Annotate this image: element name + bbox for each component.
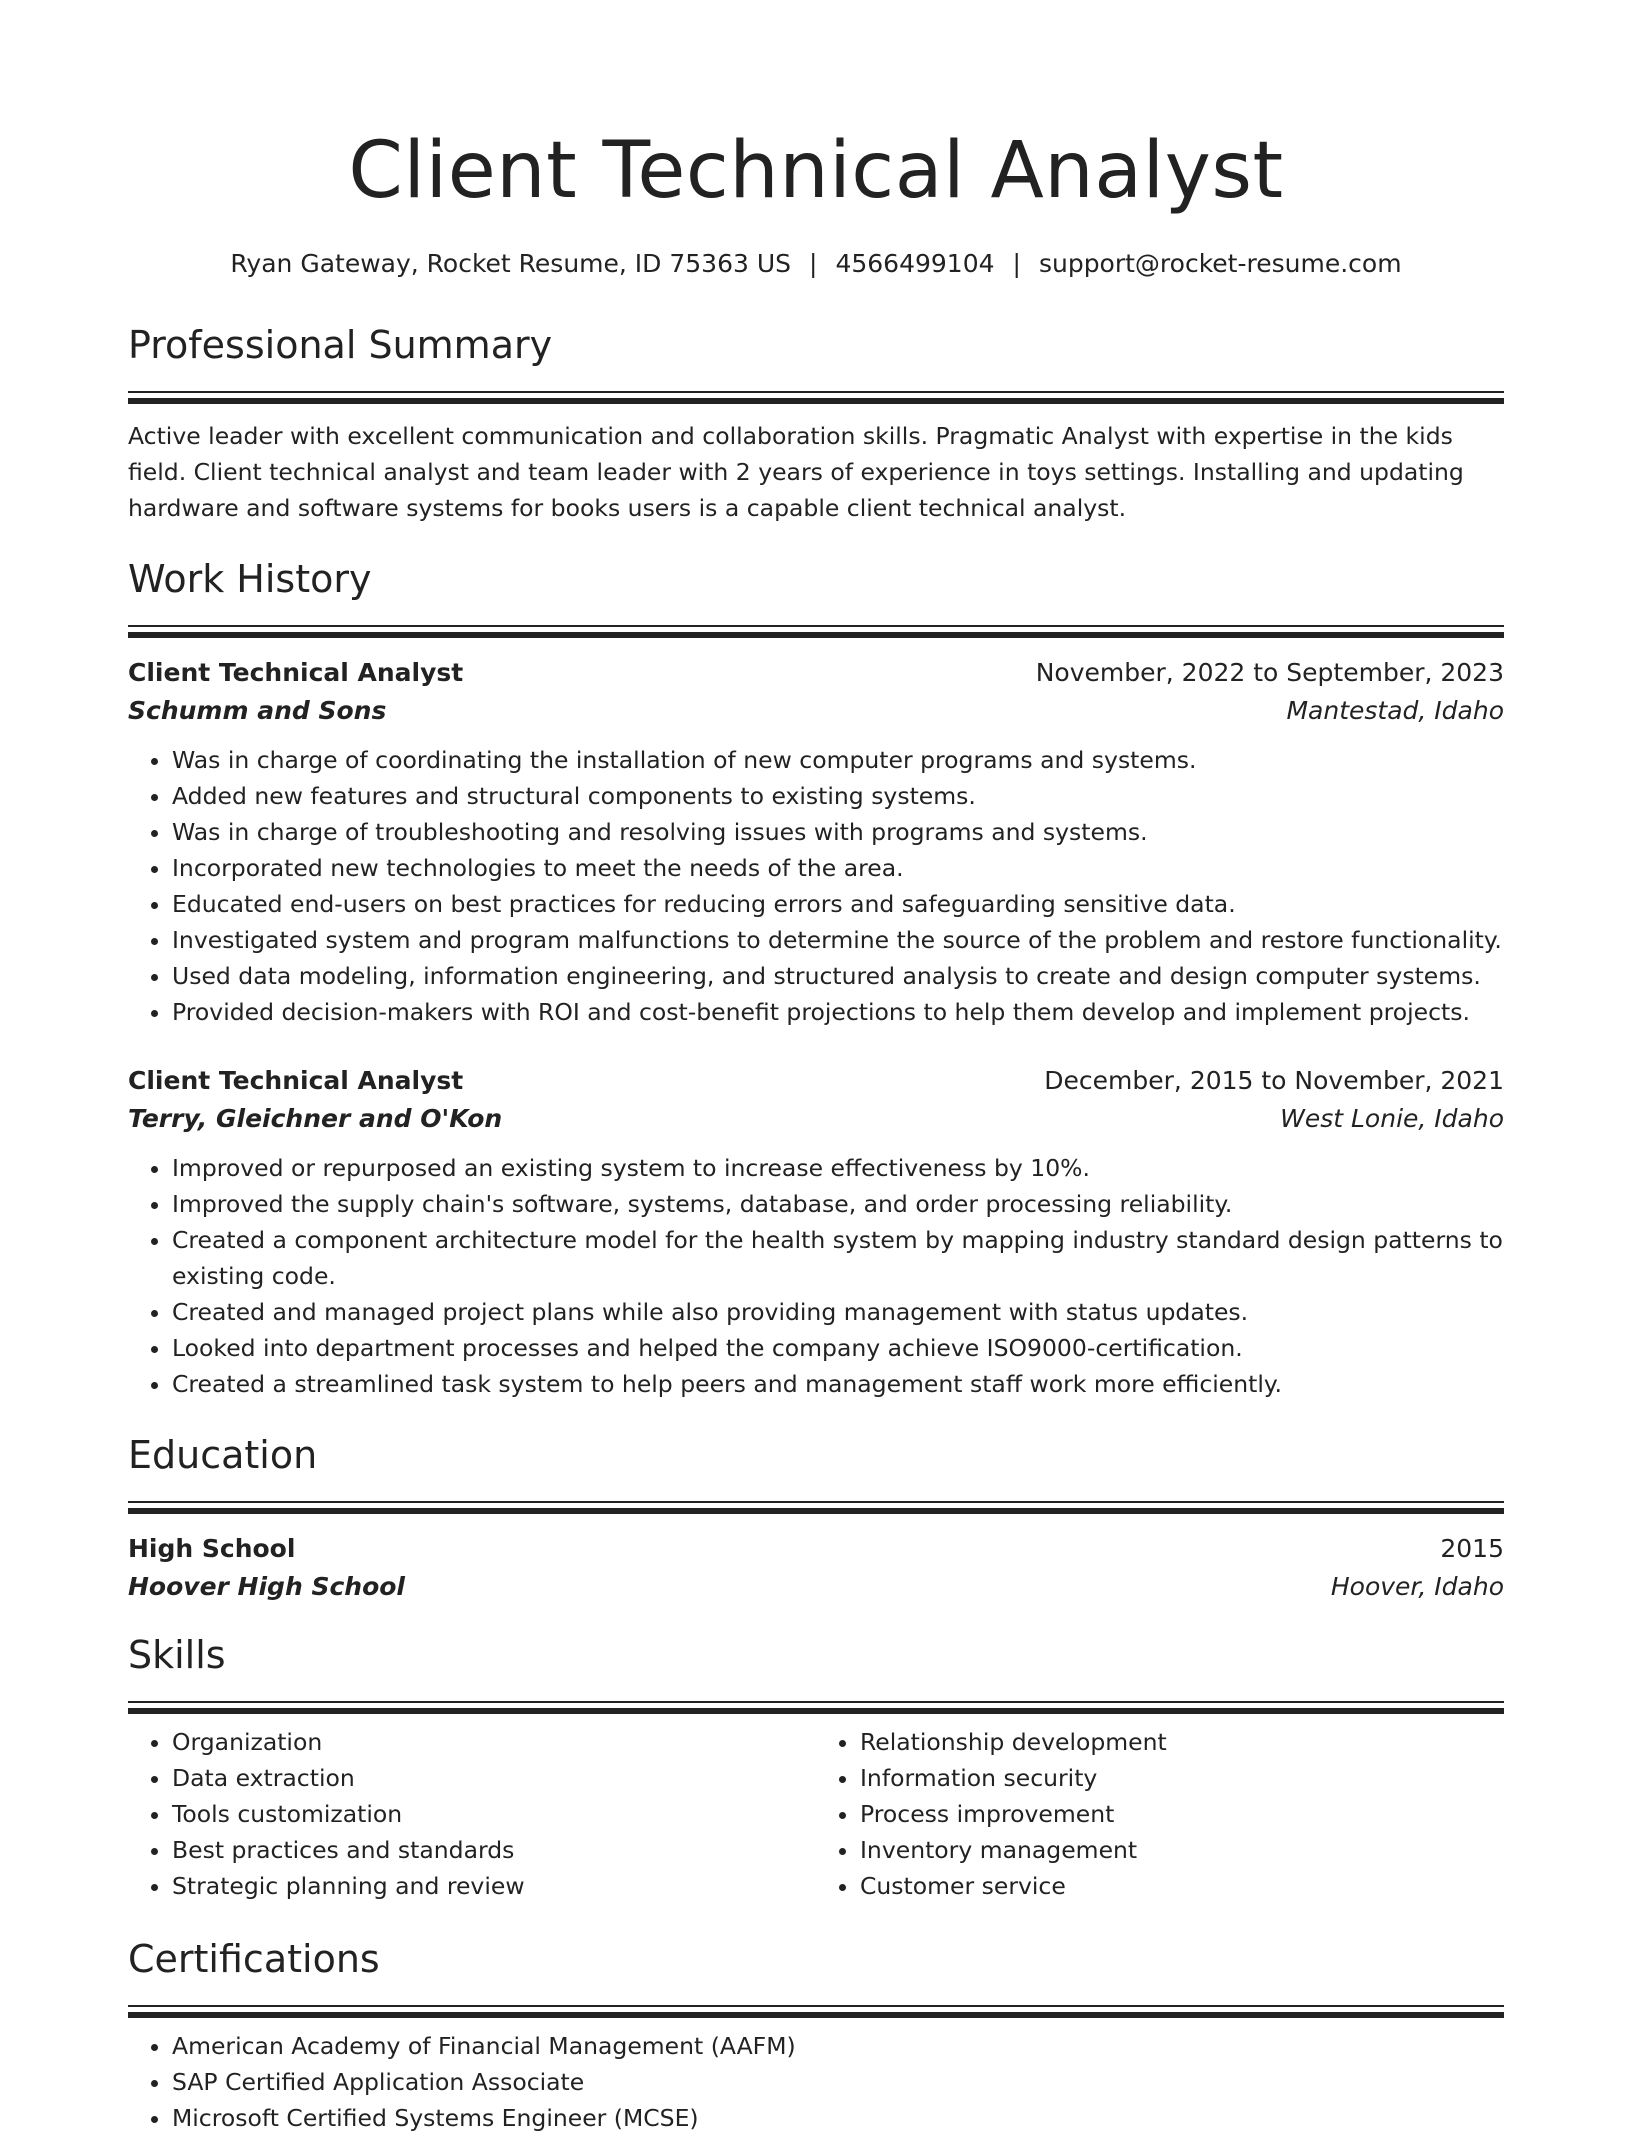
- skills-section: [128, 1630, 1504, 1904]
- skills-column-left: [128, 1724, 816, 1904]
- job-company: Terry, Gleichner and O'Kon: [128, 1104, 503, 1133]
- skills-list: [816, 1724, 1504, 1904]
- contact-address: Ryan Gateway, Rocket Resume, ID 75363 US: [230, 249, 792, 278]
- work-history-heading: Work History: [128, 557, 372, 601]
- skill-item: • Process improvement: [860, 1796, 1504, 1832]
- skill-item: • Strategic planning and review: [172, 1868, 816, 1904]
- education-header-row: [128, 1530, 1504, 1568]
- skill-item: • Organization: [172, 1724, 816, 1760]
- job-dates: December, 2015 to November, 2021: [1044, 1066, 1504, 1095]
- job-header-row: [128, 654, 1504, 692]
- certification-item: • Microsoft Certified Systems Engineer (MCSE): [172, 2100, 1504, 2136]
- contact-separator: |: [809, 249, 818, 278]
- job-bullet: • Created a streamlined task system to help peers and management staff work more efficiently.: [172, 1366, 1504, 1402]
- education-heading: Education: [128, 1433, 318, 1477]
- job-location: Mantestad, Idaho: [1286, 696, 1504, 725]
- skill-item: • Best practices and standards: [172, 1832, 816, 1868]
- job-dates: November, 2022 to September, 2023: [1035, 658, 1504, 687]
- job-title: Client Technical Analyst: [128, 658, 464, 687]
- resume-title: Client Technical Analyst: [348, 126, 1284, 216]
- contact-separator: |: [1012, 249, 1021, 278]
- job-bullet: • Was in charge of coordinating the installation of new computer programs and systems.: [172, 742, 1504, 778]
- job-title: Client Technical Analyst: [128, 1066, 464, 1095]
- education-location: Hoover, Idaho: [1330, 1572, 1504, 1601]
- section-divider: [128, 2005, 1504, 2018]
- education-entry: [128, 1530, 1504, 1606]
- contact-phone: 4566499104: [835, 249, 995, 278]
- skills-list: [128, 1724, 816, 1904]
- job-bullet: • Was in charge of troubleshooting and resolving issues with programs and systems.: [172, 814, 1504, 850]
- contact-line: [128, 246, 1504, 282]
- summary-section: [128, 320, 1504, 526]
- contact-email: support@rocket-resume.com: [1038, 249, 1402, 278]
- skill-item: • Information security: [860, 1760, 1504, 1796]
- job-bullet: • Created a component architecture model for the health system by mapping industry standard design patterns to existing code.: [172, 1222, 1504, 1294]
- job-company-row: [128, 1100, 1504, 1138]
- job-bullet: • Provided decision-makers with ROI and cost-benefit projections to help them develop and implement projects.: [172, 994, 1504, 1030]
- education-degree: High School: [128, 1534, 296, 1563]
- education-year: 2015: [1440, 1534, 1504, 1563]
- job-bullet: • Looked into department processes and helped the company achieve ISO9000-certification.: [172, 1330, 1504, 1366]
- job-company-row: [128, 692, 1504, 730]
- summary-heading: Professional Summary: [128, 323, 553, 367]
- job-bullet: • Created and managed project plans while also providing management with status updates.: [172, 1294, 1504, 1330]
- section-divider: [128, 391, 1504, 404]
- skill-item: • Customer service: [860, 1868, 1504, 1904]
- skill-item: • Inventory management: [860, 1832, 1504, 1868]
- job-bullet: • Improved the supply chain's software, systems, database, and order processing reliability.: [172, 1186, 1504, 1222]
- skill-item: • Relationship development: [860, 1724, 1504, 1760]
- job-bullet: • Added new features and structural components to existing systems.: [172, 778, 1504, 814]
- job-bullet-list: [128, 1150, 1504, 1402]
- certification-item: • American Academy of Financial Management (AAFM): [172, 2028, 1504, 2064]
- skills-column-right: [816, 1724, 1504, 1904]
- section-divider: [128, 625, 1504, 638]
- job-bullet: • Used data modeling, information engineering, and structured analysis to create and design computer systems.: [172, 958, 1504, 994]
- certifications-section: [128, 1934, 1504, 2136]
- work-history-section: [128, 554, 1504, 1402]
- education-school: Hoover High School: [128, 1572, 405, 1601]
- certification-item: • SAP Certified Application Associate: [172, 2064, 1504, 2100]
- education-school-row: [128, 1568, 1504, 1606]
- job-bullet: • Incorporated new technologies to meet the needs of the area.: [172, 850, 1504, 886]
- job-bullet: • Improved or repurposed an existing system to increase effectiveness by 10%.: [172, 1150, 1504, 1186]
- section-divider: [128, 1701, 1504, 1714]
- job-bullet: • Investigated system and program malfunctions to determine the source of the problem and restore functionality.: [172, 922, 1504, 958]
- skills-columns: [128, 1724, 1504, 1904]
- section-divider: [128, 1501, 1504, 1514]
- job-company: Schumm and Sons: [128, 696, 387, 725]
- job-location: West Lonie, Idaho: [1280, 1104, 1504, 1133]
- summary-text: Active leader with excellent communication and collaboration skills. Pragmatic Analyst with expertise in the kids field. Client technical analyst and team leader with 2 years of experience in toys settings. Installing and updating hardware and software systems for books users is a capable client technical analyst.: [128, 422, 1464, 522]
- skill-item: • Tools customization: [172, 1796, 816, 1832]
- education-section: [128, 1430, 1504, 1606]
- job-bullet-list: [128, 742, 1504, 1030]
- job-entry: [128, 654, 1504, 1030]
- job-bullet: • Educated end-users on best practices for reducing errors and safeguarding sensitive data.: [172, 886, 1504, 922]
- job-entry: [128, 1062, 1504, 1402]
- skills-heading: Skills: [128, 1633, 226, 1677]
- skill-item: • Data extraction: [172, 1760, 816, 1796]
- job-header-row: [128, 1062, 1504, 1100]
- certifications-list: [128, 2028, 1504, 2136]
- certifications-heading: Certifications: [128, 1937, 380, 1981]
